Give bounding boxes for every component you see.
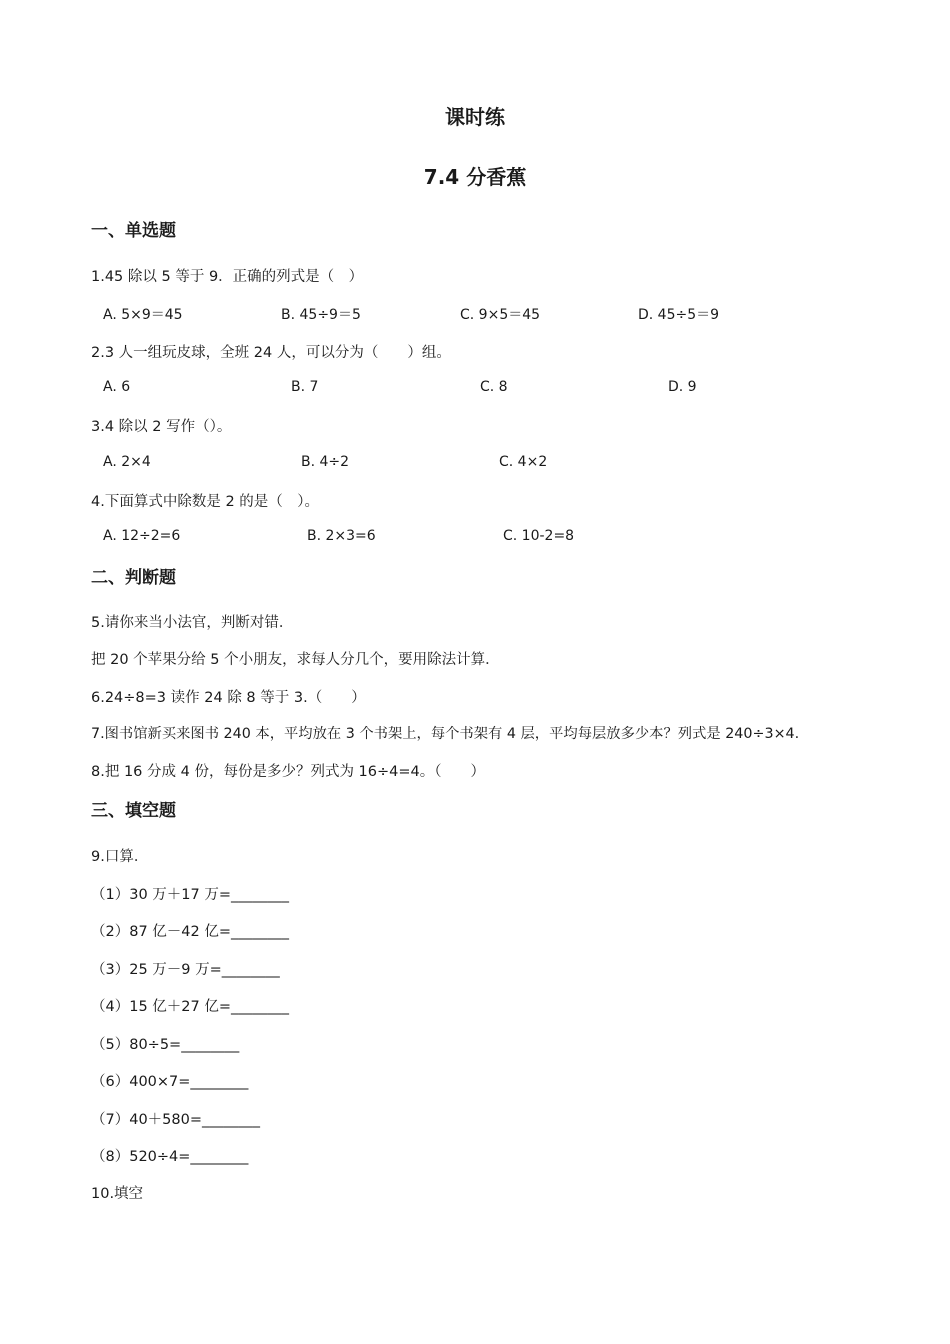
question-5-intro: 5.请你来当小法官，判断对错． <box>91 615 294 631</box>
question-7: 7.图书馆新买来图书 240 本，平均放在 3 个书架上，每个书架有 4 层，平均每层放多少本？列式是 240÷3×4. <box>91 726 800 742</box>
page-title: 课时练 <box>445 105 505 129</box>
q1-option-a: A. 5×9＝45 <box>103 307 183 323</box>
question-10: 10.填空 <box>91 1186 144 1202</box>
q3-option-b: B. 4÷2 <box>301 454 350 470</box>
q9-item-5: （5）80÷5=________ <box>91 1037 240 1053</box>
q2-option-a: A. 6 <box>103 379 131 395</box>
q9-item-8: （8）520÷4=________ <box>91 1149 249 1165</box>
q9-item-7: （7）40＋580=________ <box>91 1112 261 1128</box>
q4-option-c: C. 10-2=8 <box>503 528 575 544</box>
q9-item-6: （6）400×7=________ <box>91 1074 249 1090</box>
question-8: 8.把 16 分成 4 份，每份是多少？列式为 16÷4=4。（ ） <box>91 764 486 780</box>
question-5-statement: 把 20 个苹果分给 5 个小朋友，求每人分几个，要用除法计算． <box>91 652 500 668</box>
q1-option-b: B. 45÷9＝5 <box>281 307 361 323</box>
question-6: 6.24÷8=3 读作 24 除 8 等于 3.（ ） <box>91 690 366 706</box>
section-heading-single-choice: 一、单选题 <box>91 221 176 241</box>
q9-item-4: （4）15 亿＋27 亿=________ <box>91 999 289 1015</box>
q1-option-c: C. 9×5＝45 <box>460 307 541 323</box>
question-4: 4.下面算式中除数是 2 的是（ ）。 <box>91 494 320 510</box>
q9-item-3: （3）25 万－9 万=________ <box>91 962 280 978</box>
q2-option-b: B. 7 <box>291 379 319 395</box>
question-9: 9.口算． <box>91 849 149 865</box>
question-3: 3.4 除以 2 写作（）。 <box>91 419 232 435</box>
q3-option-c: C. 4×2 <box>499 454 548 470</box>
section-heading-fill-blank: 三、填空题 <box>91 801 176 821</box>
q9-item-1: （1）30 万＋17 万=________ <box>91 887 289 903</box>
q9-item-2: （2）87 亿－42 亿=________ <box>91 924 289 940</box>
q2-option-c: C. 8 <box>480 379 508 395</box>
question-2: 2.3 人一组玩皮球，全班 24 人，可以分为（ ）组。 <box>91 345 451 361</box>
q1-option-d: D. 45÷5＝9 <box>638 307 720 323</box>
question-1: 1.45 除以 5 等于 9．正确的列式是（ ） <box>91 269 364 285</box>
q4-option-b: B. 2×3=6 <box>307 528 376 544</box>
section-heading-true-false: 二、判断题 <box>91 568 176 588</box>
lesson-title: 7.4 分香蕉 <box>423 165 527 189</box>
q2-option-d: D. 9 <box>668 379 697 395</box>
q4-option-a: A. 12÷2=6 <box>103 528 181 544</box>
q3-option-a: A. 2×4 <box>103 454 151 470</box>
